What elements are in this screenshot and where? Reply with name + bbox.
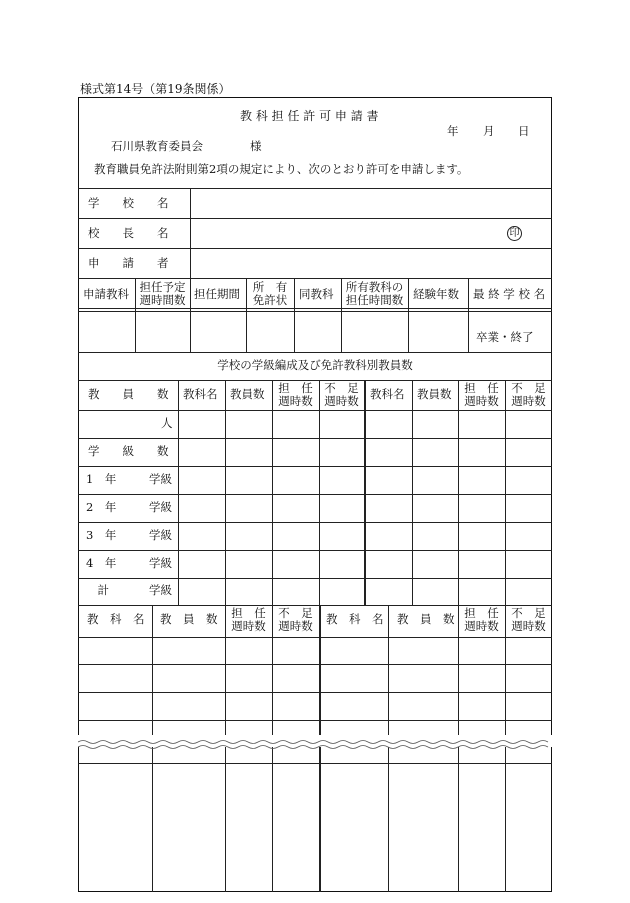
- class-unit: 学級: [149, 528, 172, 542]
- class-unit: 学級: [149, 472, 172, 486]
- statement: 教育職員免許法附則第2項の規定により、次のとおり許可を申請します。: [94, 162, 469, 176]
- graduation-label: 卒業・終了: [476, 330, 534, 344]
- subject-header: 申請教科: [83, 287, 129, 301]
- license-header: 所 有 免許状: [252, 280, 288, 307]
- grade-2-label: 2 年: [86, 500, 117, 514]
- seal-mark: 印: [507, 226, 522, 241]
- assigned-hours-header: 担 任 週時数: [464, 381, 499, 408]
- subject-name-header: 教科名: [370, 387, 405, 401]
- subject-name-header: 教 科 名: [87, 612, 145, 626]
- grade-1-label: 1 年: [86, 472, 117, 486]
- class-unit: 学級: [149, 583, 172, 597]
- shortage-hours-header: 不 足 週時数: [278, 606, 313, 633]
- omission-break: [78, 735, 552, 747]
- people-unit: 人: [161, 416, 173, 430]
- assigned-hours-header: 担 任 週時数: [231, 606, 266, 633]
- teacher-count-header: 教員数: [230, 387, 265, 401]
- subject-name-header: 教 科 名: [326, 612, 384, 626]
- form-number: 様式第14号（第19条関係）: [80, 82, 231, 96]
- shortage-hours-header: 不 足 週時数: [511, 606, 546, 633]
- class-unit: 学級: [149, 556, 172, 570]
- applicant-label: 申 請 者: [88, 256, 169, 270]
- addressee: 石川県教育委員会: [111, 139, 203, 153]
- shortage-hours-header: 不 足 週時数: [511, 381, 546, 408]
- experience-header: 経験年数: [413, 287, 459, 301]
- subject-name-header: 教科名: [183, 387, 218, 401]
- school-name-label: 学 校 名: [88, 196, 169, 210]
- date-day: 日: [518, 124, 530, 138]
- teacher-count-header: 教 員 数: [160, 612, 218, 626]
- classes-label: 学 級 数: [88, 444, 169, 458]
- period-header: 担任期間: [194, 287, 240, 301]
- assigned-hours-header: 担 任 週時数: [464, 606, 499, 633]
- shortage-hours-header: 不 足 週時数: [324, 381, 359, 408]
- teacher-count-header: 教 員 数: [397, 612, 455, 626]
- addressee-suffix: 様: [250, 139, 262, 153]
- form-title: 教 科 担 任 許 可 申 請 書: [240, 109, 379, 123]
- grade-3-label: 3 年: [86, 528, 117, 542]
- total-label: 計: [86, 583, 109, 597]
- date-year: 年: [447, 124, 459, 138]
- planned-hours-header: 担任予定 週時間数: [139, 280, 186, 307]
- assigned-hours-header: 担 任 週時数: [278, 381, 313, 408]
- date-month: 月: [483, 124, 495, 138]
- principal-name-label: 校 長 名: [88, 226, 169, 240]
- owned-hours-header: 所有教科の 担任時間数: [345, 280, 404, 307]
- section-title: 学校の学級編成及び免許教科別教員数: [217, 358, 413, 372]
- teacher-count-header: 教員数: [417, 387, 452, 401]
- teachers-label: 教 員 数: [88, 387, 169, 401]
- same-subject-header: 同教科: [299, 287, 334, 301]
- final-school-header: 最 終 学 校 名: [473, 287, 546, 301]
- class-unit: 学級: [149, 500, 172, 514]
- grade-4-label: 4 年: [86, 556, 117, 570]
